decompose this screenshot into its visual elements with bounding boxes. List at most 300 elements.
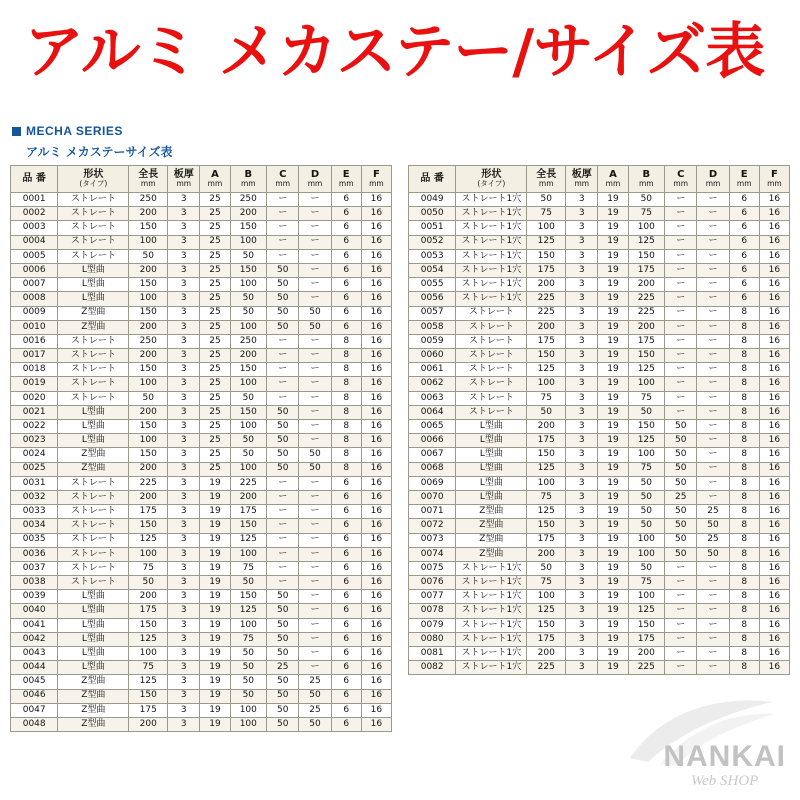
cell-value: 150 bbox=[527, 349, 566, 363]
cell-value: L型曲 bbox=[58, 590, 129, 604]
cell-value: 16 bbox=[361, 618, 391, 632]
cell-part-number: 0067 bbox=[409, 448, 456, 462]
cell-value: 125 bbox=[129, 675, 168, 689]
cell-value: 3 bbox=[566, 476, 598, 490]
cell-value: L型曲 bbox=[456, 490, 527, 504]
table-row bbox=[11, 363, 392, 377]
cell-value: 50 bbox=[267, 618, 299, 632]
cell-value: ー bbox=[299, 647, 331, 661]
cell-part-number: 0059 bbox=[409, 334, 456, 348]
cell-value: ー bbox=[697, 306, 729, 320]
cell-value: ストレート bbox=[58, 490, 129, 504]
cell-value: 50 bbox=[665, 448, 697, 462]
cell-value: 8 bbox=[729, 632, 759, 646]
cell-value: ー bbox=[697, 490, 729, 504]
cell-value: 3 bbox=[168, 519, 200, 533]
page-title: アルミ メカステー/サイズ表 bbox=[24, 17, 765, 87]
cell-value: L型曲 bbox=[58, 405, 129, 419]
cell-value: 150 bbox=[129, 420, 168, 434]
cell-value: 50 bbox=[628, 505, 665, 519]
cell-value: 19 bbox=[200, 533, 230, 547]
cell-value: 25 bbox=[200, 235, 230, 249]
cell-value: 16 bbox=[361, 717, 391, 731]
cell-value: 50 bbox=[665, 420, 697, 434]
cell-value: 25 bbox=[200, 193, 230, 207]
cell-value: 3 bbox=[566, 561, 598, 575]
cell-value: 50 bbox=[230, 306, 267, 320]
cell-value: 19 bbox=[598, 632, 628, 646]
cell-value: 16 bbox=[361, 675, 391, 689]
table-row bbox=[409, 363, 790, 377]
cell-value: 19 bbox=[598, 476, 628, 490]
column-header-4: A mm bbox=[598, 166, 628, 193]
cell-value: 75 bbox=[628, 391, 665, 405]
cell-value: 50 bbox=[697, 547, 729, 561]
table-row bbox=[409, 647, 790, 661]
cell-value: 50 bbox=[267, 292, 299, 306]
cell-value: 16 bbox=[759, 235, 789, 249]
column-header-3: 板厚 mm bbox=[566, 166, 598, 193]
cell-value: 6 bbox=[331, 306, 361, 320]
cell-value: 250 bbox=[230, 193, 267, 207]
cell-value: 100 bbox=[628, 547, 665, 561]
cell-value: ー bbox=[665, 561, 697, 575]
cell-part-number: 0032 bbox=[11, 490, 58, 504]
cell-value: ストレート bbox=[58, 519, 129, 533]
cell-value: 125 bbox=[527, 505, 566, 519]
cell-value: 200 bbox=[628, 647, 665, 661]
cell-value: 50 bbox=[267, 717, 299, 731]
cell-value: ー bbox=[299, 476, 331, 490]
cell-value: 3 bbox=[168, 632, 200, 646]
cell-value: 25 bbox=[200, 349, 230, 363]
cell-value: 3 bbox=[566, 505, 598, 519]
cell-value: ー bbox=[697, 320, 729, 334]
cell-value: 6 bbox=[331, 661, 361, 675]
cell-value: 16 bbox=[759, 377, 789, 391]
cell-value: ー bbox=[697, 235, 729, 249]
table-row bbox=[409, 448, 790, 462]
cell-part-number: 0069 bbox=[409, 476, 456, 490]
cell-value: ー bbox=[665, 207, 697, 221]
cell-value: 19 bbox=[200, 618, 230, 632]
cell-value: 50 bbox=[230, 675, 267, 689]
cell-value: 16 bbox=[361, 490, 391, 504]
cell-part-number: 0047 bbox=[11, 703, 58, 717]
cell-value: 25 bbox=[299, 675, 331, 689]
cell-value: 8 bbox=[729, 391, 759, 405]
cell-value: 19 bbox=[200, 590, 230, 604]
cell-value: 3 bbox=[168, 547, 200, 561]
cell-value: 16 bbox=[361, 405, 391, 419]
cell-value: 150 bbox=[527, 519, 566, 533]
cell-value: 8 bbox=[729, 618, 759, 632]
cell-value: 19 bbox=[598, 547, 628, 561]
cell-value: 75 bbox=[527, 490, 566, 504]
cell-value: 25 bbox=[200, 420, 230, 434]
cell-value: 19 bbox=[200, 689, 230, 703]
cell-value: 16 bbox=[361, 462, 391, 476]
cell-value: 25 bbox=[200, 292, 230, 306]
cell-value: 8 bbox=[729, 604, 759, 618]
cell-part-number: 0017 bbox=[11, 349, 58, 363]
cell-value: 3 bbox=[168, 377, 200, 391]
cell-value: 150 bbox=[628, 420, 665, 434]
table-row bbox=[11, 590, 392, 604]
cell-value: ー bbox=[665, 235, 697, 249]
cell-value: ー bbox=[267, 377, 299, 391]
cell-value: 16 bbox=[361, 377, 391, 391]
cell-value: 50 bbox=[267, 434, 299, 448]
table-row bbox=[409, 249, 790, 263]
cell-value: 3 bbox=[168, 576, 200, 590]
cell-value: 16 bbox=[759, 448, 789, 462]
cell-value: 50 bbox=[628, 476, 665, 490]
cell-value: 150 bbox=[129, 448, 168, 462]
cell-value: 50 bbox=[299, 448, 331, 462]
cell-value: ー bbox=[267, 249, 299, 263]
cell-value: ー bbox=[697, 221, 729, 235]
cell-value: 6 bbox=[331, 618, 361, 632]
cell-part-number: 0070 bbox=[409, 490, 456, 504]
cell-value: 3 bbox=[168, 462, 200, 476]
cell-value: ー bbox=[267, 476, 299, 490]
cell-value: 19 bbox=[200, 661, 230, 675]
cell-value: ー bbox=[267, 207, 299, 221]
cell-value: 3 bbox=[566, 405, 598, 419]
cell-part-number: 0042 bbox=[11, 632, 58, 646]
table-row bbox=[409, 292, 790, 306]
cell-value: 3 bbox=[566, 547, 598, 561]
cell-value: 3 bbox=[168, 349, 200, 363]
table-row bbox=[11, 263, 392, 277]
cell-value: 8 bbox=[331, 391, 361, 405]
cell-value: 50 bbox=[267, 263, 299, 277]
table-row bbox=[409, 320, 790, 334]
cell-value: L型曲 bbox=[58, 661, 129, 675]
cell-value: ストレート1穴 bbox=[456, 561, 527, 575]
cell-value: Z型曲 bbox=[58, 703, 129, 717]
cell-value: 16 bbox=[361, 448, 391, 462]
cell-value: 19 bbox=[200, 717, 230, 731]
cell-value: 50 bbox=[267, 448, 299, 462]
cell-value: 3 bbox=[566, 221, 598, 235]
cell-value: 125 bbox=[628, 604, 665, 618]
cell-value: 75 bbox=[628, 462, 665, 476]
cell-value: 8 bbox=[729, 377, 759, 391]
cell-value: 16 bbox=[759, 292, 789, 306]
cell-value: 3 bbox=[168, 334, 200, 348]
cell-part-number: 0004 bbox=[11, 235, 58, 249]
cell-value: 8 bbox=[729, 519, 759, 533]
cell-value: ストレート bbox=[58, 363, 129, 377]
cell-part-number: 0034 bbox=[11, 519, 58, 533]
cell-value: L型曲 bbox=[58, 420, 129, 434]
cell-value: 19 bbox=[200, 476, 230, 490]
cell-part-number: 0041 bbox=[11, 618, 58, 632]
table-row bbox=[11, 689, 392, 703]
cell-value: 175 bbox=[527, 334, 566, 348]
cell-value: 16 bbox=[759, 533, 789, 547]
cell-value: ー bbox=[665, 647, 697, 661]
cell-value: ー bbox=[299, 434, 331, 448]
cell-value: Z型曲 bbox=[456, 533, 527, 547]
cell-value: 100 bbox=[230, 377, 267, 391]
cell-part-number: 0033 bbox=[11, 505, 58, 519]
table-body-left bbox=[11, 193, 392, 732]
cell-value: ストレート bbox=[58, 561, 129, 575]
cell-value: Z型曲 bbox=[58, 306, 129, 320]
cell-value: 6 bbox=[331, 292, 361, 306]
cell-value: 3 bbox=[566, 618, 598, 632]
cell-value: ストレート bbox=[456, 334, 527, 348]
cell-value: 16 bbox=[759, 632, 789, 646]
table-row bbox=[409, 349, 790, 363]
cell-value: 6 bbox=[331, 193, 361, 207]
cell-value: Z型曲 bbox=[58, 717, 129, 731]
column-header-7: D mm bbox=[697, 166, 729, 193]
column-header-1: 形状 (タイプ) bbox=[456, 166, 527, 193]
cell-value: 19 bbox=[200, 547, 230, 561]
cell-value: 150 bbox=[129, 689, 168, 703]
cell-value: 3 bbox=[566, 533, 598, 547]
cell-part-number: 0053 bbox=[409, 249, 456, 263]
column-header-9: F mm bbox=[361, 166, 391, 193]
cell-value: 19 bbox=[200, 675, 230, 689]
cell-value: 225 bbox=[628, 306, 665, 320]
table-row bbox=[11, 377, 392, 391]
cell-part-number: 0068 bbox=[409, 462, 456, 476]
cell-part-number: 0058 bbox=[409, 320, 456, 334]
cell-value: L型曲 bbox=[58, 263, 129, 277]
cell-value: ー bbox=[299, 249, 331, 263]
cell-value: ストレート1穴 bbox=[456, 292, 527, 306]
cell-value: L型曲 bbox=[58, 647, 129, 661]
cell-value: ー bbox=[299, 263, 331, 277]
table-row bbox=[11, 490, 392, 504]
cell-value: 19 bbox=[200, 561, 230, 575]
cell-value: 75 bbox=[230, 632, 267, 646]
cell-value: 100 bbox=[129, 434, 168, 448]
cell-value: 8 bbox=[729, 647, 759, 661]
cell-value: 175 bbox=[527, 632, 566, 646]
cell-value: 19 bbox=[598, 292, 628, 306]
cell-value: ー bbox=[299, 505, 331, 519]
cell-value: 16 bbox=[361, 320, 391, 334]
cell-value: ー bbox=[267, 547, 299, 561]
cell-value: 8 bbox=[729, 547, 759, 561]
cell-value: ストレート bbox=[58, 349, 129, 363]
cell-value: 6 bbox=[729, 292, 759, 306]
cell-value: 6 bbox=[331, 221, 361, 235]
cell-value: ー bbox=[665, 363, 697, 377]
cell-value: 3 bbox=[566, 292, 598, 306]
column-header-9: F mm bbox=[759, 166, 789, 193]
cell-value: 16 bbox=[361, 547, 391, 561]
cell-part-number: 0074 bbox=[409, 547, 456, 561]
cell-value: 19 bbox=[598, 462, 628, 476]
cell-value: 6 bbox=[331, 490, 361, 504]
cell-value: 8 bbox=[729, 320, 759, 334]
table-row bbox=[409, 576, 790, 590]
cell-value: ー bbox=[665, 306, 697, 320]
cell-value: 3 bbox=[168, 391, 200, 405]
cell-part-number: 0071 bbox=[409, 505, 456, 519]
cell-value: 8 bbox=[729, 434, 759, 448]
cell-value: ストレート bbox=[58, 249, 129, 263]
cell-value: 16 bbox=[361, 590, 391, 604]
cell-value: 6 bbox=[331, 533, 361, 547]
column-header-7: D mm bbox=[299, 166, 331, 193]
cell-value: 3 bbox=[566, 207, 598, 221]
cell-value: 16 bbox=[759, 278, 789, 292]
cell-value: ー bbox=[299, 278, 331, 292]
cell-value: 19 bbox=[598, 334, 628, 348]
cell-value: 25 bbox=[267, 661, 299, 675]
cell-value: 3 bbox=[566, 462, 598, 476]
cell-value: ストレート bbox=[456, 320, 527, 334]
cell-part-number: 0016 bbox=[11, 334, 58, 348]
cell-value: 3 bbox=[168, 675, 200, 689]
cell-value: 3 bbox=[168, 717, 200, 731]
table-row bbox=[409, 547, 790, 561]
cell-value: 50 bbox=[665, 462, 697, 476]
cell-value: ー bbox=[299, 661, 331, 675]
cell-value: 6 bbox=[729, 263, 759, 277]
cell-value: 25 bbox=[200, 221, 230, 235]
cell-value: 50 bbox=[129, 576, 168, 590]
cell-value: 150 bbox=[628, 349, 665, 363]
cell-value: 50 bbox=[230, 576, 267, 590]
cell-value: ストレート bbox=[58, 377, 129, 391]
cell-value: 8 bbox=[331, 462, 361, 476]
cell-value: 100 bbox=[628, 533, 665, 547]
cell-value: 8 bbox=[331, 448, 361, 462]
table-row bbox=[409, 604, 790, 618]
cell-value: 3 bbox=[168, 448, 200, 462]
cell-value: 3 bbox=[168, 647, 200, 661]
cell-value: 100 bbox=[230, 235, 267, 249]
cell-part-number: 0072 bbox=[409, 519, 456, 533]
cell-value: 50 bbox=[267, 420, 299, 434]
cell-value: 8 bbox=[331, 405, 361, 419]
cell-value: 150 bbox=[230, 363, 267, 377]
table-row bbox=[11, 320, 392, 334]
cell-value: ー bbox=[665, 193, 697, 207]
cell-value: 16 bbox=[361, 604, 391, 618]
table-row bbox=[11, 647, 392, 661]
cell-value: 50 bbox=[299, 717, 331, 731]
table-head-right bbox=[409, 166, 790, 193]
cell-value: 19 bbox=[598, 448, 628, 462]
cell-value: 16 bbox=[361, 235, 391, 249]
cell-value: ー bbox=[665, 263, 697, 277]
cell-value: 50 bbox=[628, 519, 665, 533]
cell-value: ストレート1穴 bbox=[456, 576, 527, 590]
table-row bbox=[11, 717, 392, 731]
cell-part-number: 0064 bbox=[409, 405, 456, 419]
cell-value: 25 bbox=[200, 405, 230, 419]
table-row bbox=[11, 661, 392, 675]
header-row bbox=[11, 166, 392, 193]
column-header-8: E mm bbox=[729, 166, 759, 193]
cell-value: 19 bbox=[598, 590, 628, 604]
cell-value: L型曲 bbox=[456, 434, 527, 448]
cell-value: 16 bbox=[361, 519, 391, 533]
cell-part-number: 0031 bbox=[11, 476, 58, 490]
cell-value: 8 bbox=[729, 561, 759, 575]
cell-value: 16 bbox=[759, 661, 789, 675]
cell-value: 16 bbox=[759, 193, 789, 207]
cell-value: ストレート bbox=[58, 533, 129, 547]
cell-value: 8 bbox=[729, 533, 759, 547]
cell-part-number: 0037 bbox=[11, 561, 58, 575]
table-row bbox=[11, 519, 392, 533]
cell-value: 25 bbox=[200, 334, 230, 348]
cell-part-number: 0024 bbox=[11, 448, 58, 462]
table-row bbox=[409, 505, 790, 519]
cell-value: 3 bbox=[168, 490, 200, 504]
cell-part-number: 0062 bbox=[409, 377, 456, 391]
cell-value: 200 bbox=[230, 349, 267, 363]
cell-value: 50 bbox=[230, 689, 267, 703]
cell-value: ー bbox=[697, 462, 729, 476]
table-row bbox=[11, 505, 392, 519]
cell-value: 50 bbox=[267, 632, 299, 646]
cell-value: ー bbox=[697, 632, 729, 646]
cell-value: 8 bbox=[729, 590, 759, 604]
cell-value: ストレート bbox=[456, 349, 527, 363]
cell-value: ー bbox=[299, 334, 331, 348]
cell-value: ストレート bbox=[58, 207, 129, 221]
cell-value: ー bbox=[665, 334, 697, 348]
cell-value: 50 bbox=[129, 249, 168, 263]
cell-part-number: 0007 bbox=[11, 278, 58, 292]
table-row bbox=[409, 263, 790, 277]
cell-value: 175 bbox=[628, 263, 665, 277]
cell-value: ー bbox=[299, 235, 331, 249]
cell-value: 3 bbox=[168, 263, 200, 277]
table-row bbox=[11, 561, 392, 575]
table-row bbox=[409, 632, 790, 646]
cell-value: 175 bbox=[527, 263, 566, 277]
cell-value: ー bbox=[697, 590, 729, 604]
cell-value: 50 bbox=[665, 519, 697, 533]
cell-value: ストレート bbox=[58, 221, 129, 235]
cell-value: 16 bbox=[759, 405, 789, 419]
cell-value: 6 bbox=[729, 235, 759, 249]
cell-value: 16 bbox=[361, 420, 391, 434]
cell-value: 50 bbox=[665, 434, 697, 448]
cell-value: 19 bbox=[598, 405, 628, 419]
cell-value: 150 bbox=[129, 363, 168, 377]
cell-value: 3 bbox=[168, 420, 200, 434]
cell-value: 50 bbox=[299, 462, 331, 476]
cell-value: ー bbox=[267, 391, 299, 405]
table-row bbox=[11, 405, 392, 419]
cell-value: 3 bbox=[566, 349, 598, 363]
cell-value: 75 bbox=[129, 661, 168, 675]
cell-value: 3 bbox=[168, 405, 200, 419]
table-row bbox=[409, 533, 790, 547]
cell-value: 19 bbox=[598, 576, 628, 590]
cell-value: Z型曲 bbox=[456, 519, 527, 533]
watermark-brand: NANKAI bbox=[663, 740, 786, 773]
cell-value: 6 bbox=[331, 505, 361, 519]
cell-part-number: 0010 bbox=[11, 320, 58, 334]
cell-value: 19 bbox=[598, 505, 628, 519]
cell-value: 25 bbox=[200, 306, 230, 320]
